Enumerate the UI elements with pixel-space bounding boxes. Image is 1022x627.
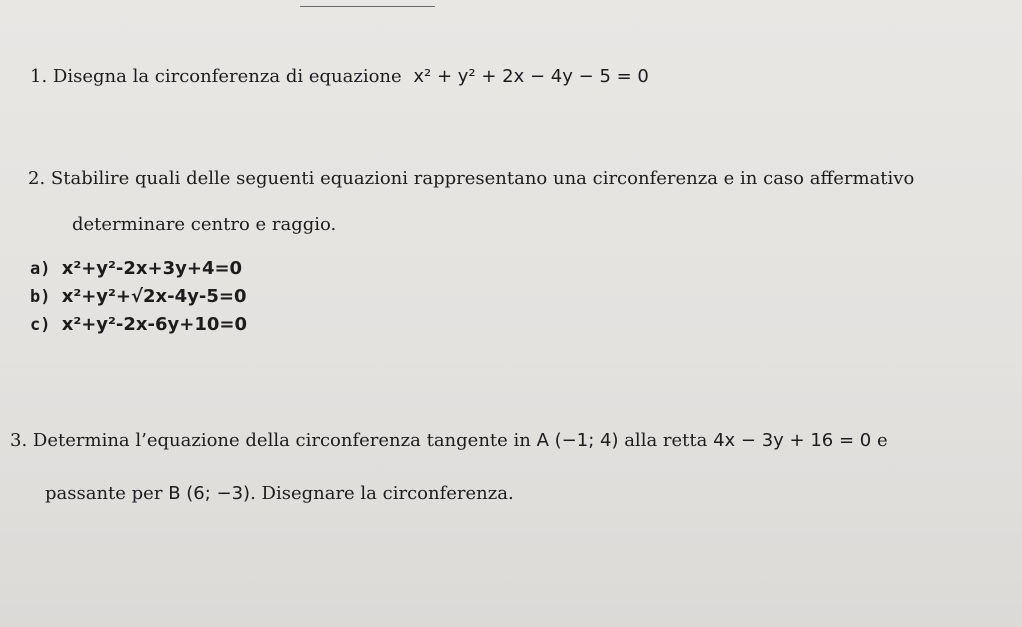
option-c [30,314,247,336]
exercise-1 [30,66,649,88]
exercise-2-line-1 [28,168,914,190]
exercise-text: Determina l’equazione della circonferenza tangente in [32,430,531,451]
option-label: a) [30,259,51,279]
exercise-text: Disegna la circonferenza di equazione [52,66,402,87]
line-equation: 4x − 3y + 16 = 0 [713,430,872,451]
option-equation: x²+y²-2x+3y+4=0 [61,258,243,279]
option-label: b) [30,287,51,307]
exercise-text: determinare centro e raggio. [72,214,337,235]
point-b: B (6; −3) [168,483,251,504]
exercise-number: 3. [10,430,28,451]
exercise-text: passante per [45,483,163,504]
exercise-2-line-2 [72,214,336,236]
exercise-text: e [876,430,888,451]
option-a [30,258,242,280]
option-b [30,286,246,308]
point-a: A (−1; 4) [536,430,619,451]
exercise-number: 1. [30,66,48,87]
exercise-text: . Disegnare la circonferenza. [250,483,514,504]
circle-equation: x² + y² + 2x − 4y − 5 = 0 [413,66,649,87]
exercise-3-line-1 [10,430,888,452]
option-label: c) [30,315,51,335]
exercise-text: Stabilire quali delle seguenti equazioni rappresentano una circonferenza e in caso affermativo [50,168,915,189]
exercise-text: alla retta [624,430,708,451]
exercise-3-line-2 [45,483,514,505]
option-equation: x²+y²+√2x-4y-5=0 [61,286,247,307]
exercise-number: 2. [28,168,46,189]
option-equation: x²+y²-2x-6y+10=0 [61,314,247,335]
top-rule [300,6,435,7]
